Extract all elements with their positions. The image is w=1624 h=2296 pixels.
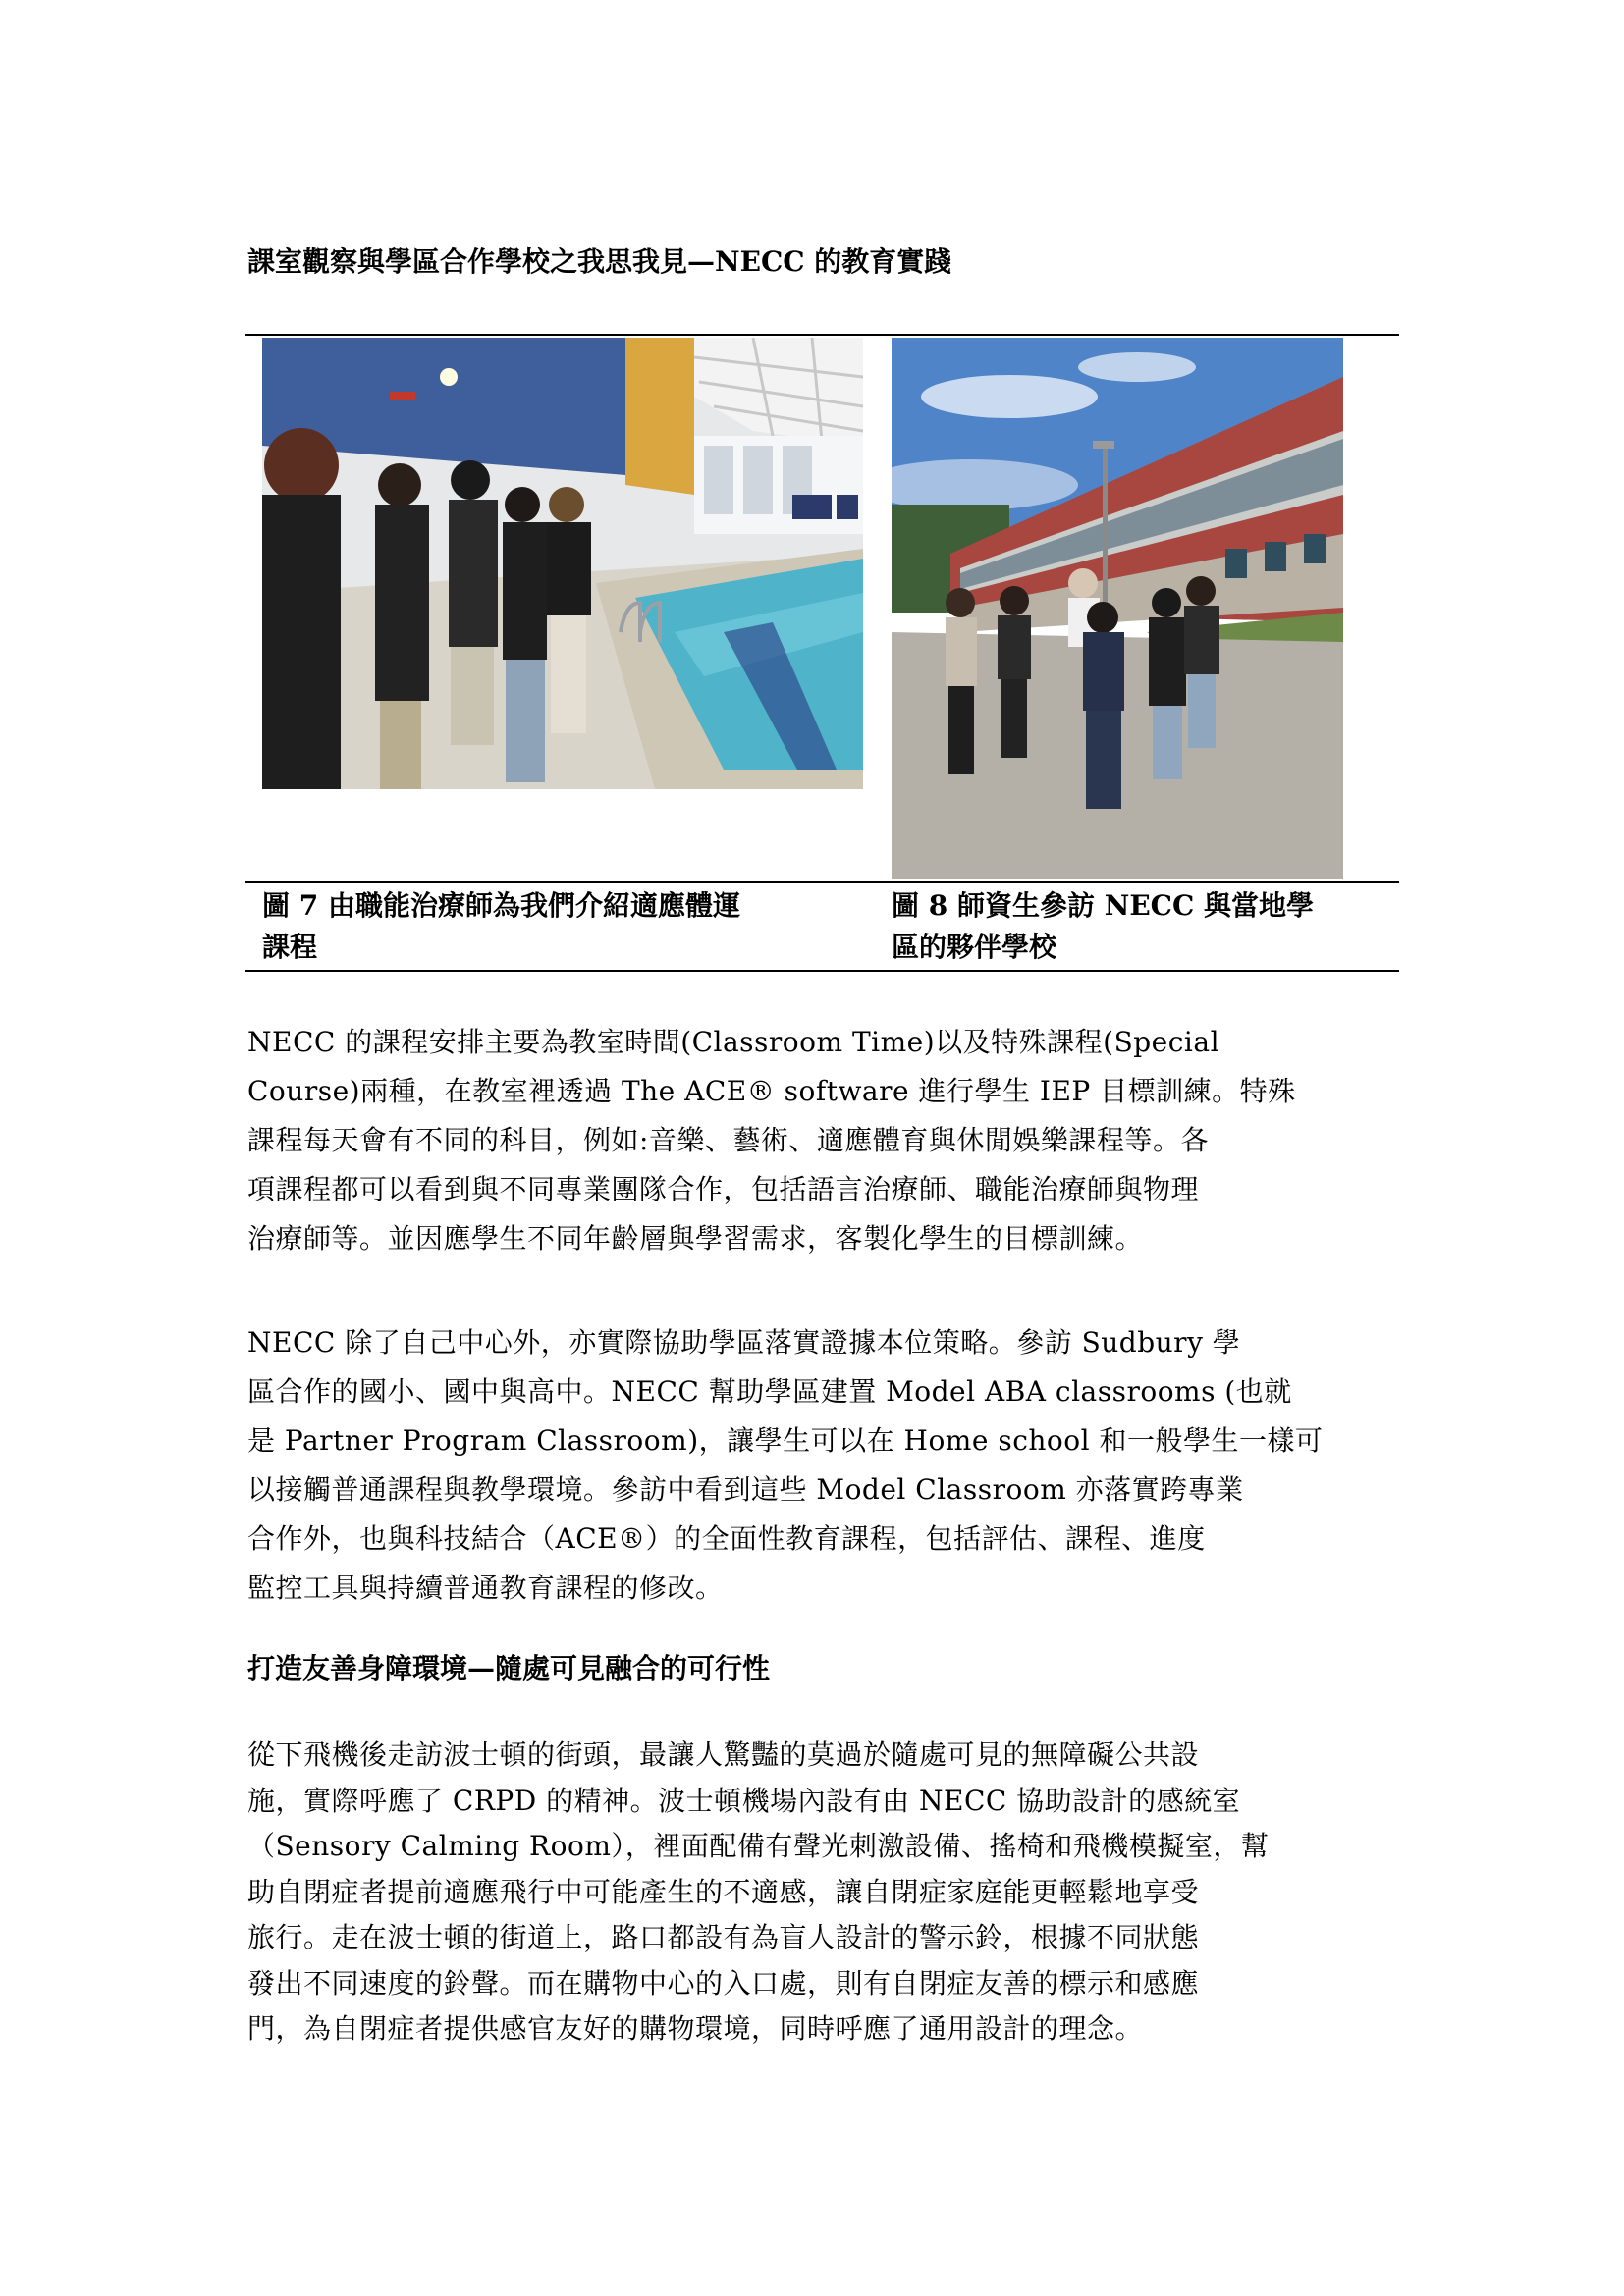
caption-line: 圖 8 師資生參訪 NECC 與當地學	[892, 889, 1314, 922]
paragraph-district-partnership	[247, 1318, 1396, 1613]
text-line: NECC 除了自己中心外，亦實際協助學區落實證據本位策略。參訪 Sudbury 學	[247, 1326, 1241, 1359]
caption-line: 區的夥伴學校	[892, 931, 1057, 963]
text-line: 從下飛機後走訪波士頓的街頭，最讓人驚豔的莫過於隨處可見的無障礙公共設	[247, 1738, 1200, 1771]
text-line: 監控工具與持續普通教育課程的修改。	[247, 1572, 724, 1604]
section-heading: 課室觀察與學區合作學校之我思我見—NECC 的教育實踐	[247, 245, 952, 278]
caption-line: 圖 7 由職能治療師為我們介紹適應體運	[262, 889, 740, 922]
text-line: 項課程都可以看到與不同專業團隊合作，包括語言治療師、職能治療師與物理	[247, 1173, 1200, 1205]
caption-line: 課程	[262, 931, 318, 963]
pool-tour-photo	[262, 338, 863, 789]
text-line: 區合作的國小、國中與高中。NECC 幫助學區建置 Model ABA classrooms (也就	[247, 1375, 1292, 1408]
text-line: 課程每天會有不同的科目，例如:音樂、藝術、適應體育與休閒娛樂課程等。各	[247, 1124, 1209, 1156]
text-line: NECC 的課程安排主要為教室時間(Classroom Time)以及特殊課程(Special	[247, 1026, 1220, 1058]
text-line: 以接觸普通課程與教學環境。參訪中看到這些 Model Classroom 亦落實跨專業	[247, 1473, 1244, 1506]
text-line: 門，為自閉症者提供感官友好的購物環境，同時呼應了通用設計的理念。	[247, 2012, 1144, 2045]
paragraph-accessibility	[247, 1733, 1396, 2053]
text-line: 助自閉症者提前適應飛行中可能產生的不適感，讓自閉症家庭能更輕鬆地享受	[247, 1875, 1200, 1908]
text-line: 施，實際呼應了 CRPD 的精神。波士頓機場內設有由 NECC 協助設計的感統室	[247, 1784, 1241, 1817]
pool-scene-illustration	[262, 338, 863, 789]
caption-divider	[245, 881, 1399, 883]
figure-8-caption	[892, 885, 1392, 968]
school-scene-illustration	[892, 338, 1343, 879]
text-line: 是 Partner Program Classroom)，讓學生可以在 Home school 和一般學生一樣可	[247, 1424, 1324, 1457]
figure-7-caption	[262, 885, 841, 968]
text-line: 治療師等。並因應學生不同年齡層與學習需求，客製化學生的目標訓練。	[247, 1222, 1144, 1255]
text-line: Course)兩種，在教室裡透過 The ACE® software 進行學生 IEP 目標訓練。特殊	[247, 1075, 1296, 1107]
school-visit-photo	[892, 338, 1343, 879]
text-line: （Sensory Calming Room），裡面配備有聲光刺激設備、搖椅和飛機模擬室，幫	[247, 1830, 1270, 1862]
text-line: 旅行。走在波士頓的街道上，路口都設有為盲人設計的警示鈴，根據不同狀態	[247, 1921, 1200, 1953]
section-heading: 打造友善身障環境—隨處可見融合的可行性	[247, 1652, 771, 1684]
figure-table	[245, 334, 1399, 972]
paragraph-curriculum	[247, 1018, 1396, 1263]
text-line: 合作外，也與科技結合（ACE®）的全面性教育課程，包括評估、課程、進度	[247, 1522, 1206, 1555]
text-line: 發出不同速度的鈴聲。而在購物中心的入口處，則有自閉症友善的標示和感應	[247, 1966, 1200, 2000]
